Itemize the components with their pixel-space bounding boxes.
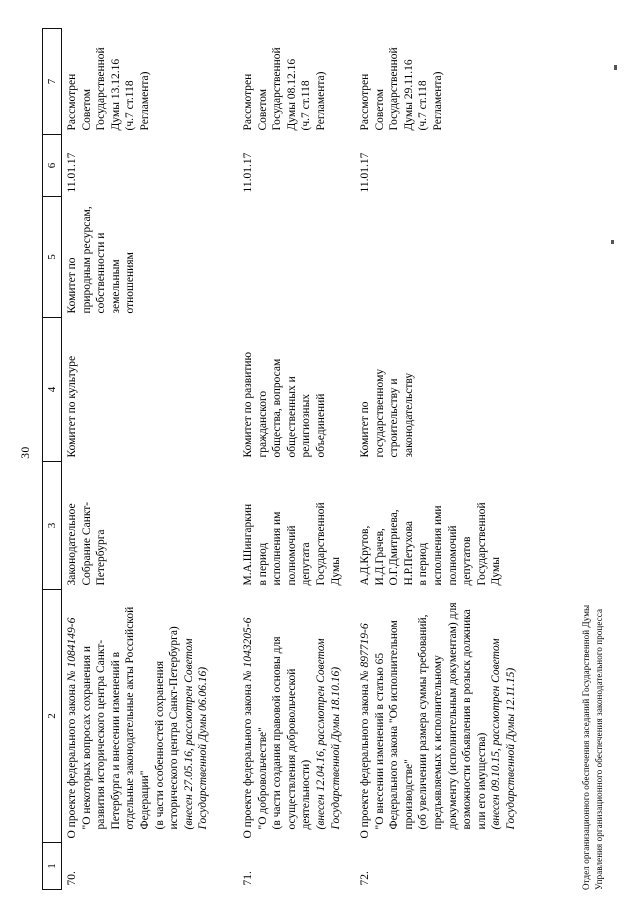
bill-first-line (65, 592, 80, 839)
row-number: 71. (242, 871, 254, 886)
bill-number: № 897719-6 (359, 623, 371, 682)
header-cell-4: 4 (43, 318, 62, 462)
row-number-cell (355, 843, 519, 890)
date: 11.01.17 (242, 152, 254, 193)
bill-lines: "О внесении изменений в статью 65 Федерального закона "Об исполнительном производстве" (об увеличении размера суммы требований, предъявляемых к исполнительному документу (исполнительным документам) для возможности объявления в розыск должника или его имущества) (373, 602, 488, 830)
bill-note-lines: (внесен 09.10.15, рассмотрен Советом Государственной Думы 12.11.15) (490, 638, 517, 830)
date: 11.01.17 (359, 152, 371, 193)
header-row (43, 29, 62, 890)
responsible-committee-cell: Комитет по развитию гражданского общества, вопросам общественных и религиозных объединений (242, 351, 327, 458)
header-cell-2: 2 (43, 590, 62, 843)
row-number-cell (62, 843, 239, 890)
header-cell-5: 5 (43, 197, 62, 318)
bill-description-cell (355, 590, 519, 843)
bill-intro: О проекте федерального закона (242, 681, 254, 839)
co-executor-committee-cell (238, 197, 355, 318)
header-cell-3: 3 (43, 462, 62, 590)
row-number: 70. (66, 871, 78, 886)
date: 11.01.17 (66, 152, 78, 193)
responsible-committee-cell: Комитет по культуре (66, 355, 78, 458)
bill-intro: О проекте федерального закона (359, 681, 371, 839)
bill-lines: "О добровольчестве" (в части создания правовой основы для осуществления добровольческой деятельности) (256, 636, 313, 830)
bill-lines: "О некоторых вопросах сохранения и развития исторического центра Санкт- Петербурга и внесении изменений в отдельные законодательные акты Российской Федерации" (в части особенностей сохранения исторического центра Санкт-Петербурга) (80, 606, 181, 830)
co-executor-committee-cell (355, 197, 519, 318)
council-review-cell: Рассмотрен Советом Государственной Думы 29.11.16 (ч.7 ст.118 Регламента) (359, 47, 444, 131)
table-row (355, 29, 519, 890)
responsible-committee-cell: Комитет по государственному строительству и законодательству (359, 368, 415, 458)
council-review-cell: Рассмотрен Советом Государственной Думы 13.12.16 (ч.7 ст.118 Регламента) (66, 47, 151, 131)
row-number: 72. (359, 871, 371, 886)
co-executor-committee-cell: Комитет по природным ресурсам, собственности и земельным отношениям (66, 206, 137, 314)
header-cell-1: 1 (43, 843, 62, 890)
bill-description-cell (238, 590, 355, 843)
council-review-cell: Рассмотрен Советом Государственной Думы 08.12.16 (ч.7 ст.118 Регламента) (242, 47, 327, 131)
scan-speck (611, 240, 614, 244)
table-row (238, 29, 355, 890)
header-cell-7: 7 (43, 29, 62, 135)
bill-first-line (358, 592, 373, 839)
footer-line-1: Отдел организационного обеспечения заседаний Государственной Думы (581, 604, 591, 890)
bill-description-cell (62, 590, 239, 843)
initiator-cell: Законодательное Собрание Санкт- Петербурга (66, 501, 108, 586)
bill-number: № 1084149-6 (66, 617, 78, 682)
row-number-cell (238, 843, 355, 890)
bill-number: № 1043205-6 (242, 617, 254, 682)
header-cell-6: 6 (43, 135, 62, 197)
table-row (62, 29, 239, 890)
scan-speck (614, 65, 617, 70)
bill-first-line (241, 592, 256, 839)
bills-schedule-table (42, 28, 519, 890)
date-cell (238, 135, 355, 197)
bill-intro: О проекте федерального закона (66, 681, 78, 839)
bill-note-lines: (внесен 12.04.16, рассмотрен Советом Государственной Думы 18.10.16) (314, 638, 342, 830)
department-footer (580, 605, 606, 890)
date-cell (355, 135, 519, 197)
date-cell (62, 135, 239, 197)
initiator-cell: А.Д.Крутов, И.Д.Грачев, О.Г.Дмитриева, Н.Р.Петухова в период исполнения ими полномочий депутатов Государственной Думы (359, 502, 503, 586)
footer-line-2: Управления организационного обеспечения законодательного процесса (594, 608, 604, 890)
page-number: 30 (20, 446, 32, 459)
bill-note-lines: (внесен 27.05.16, рассмотрен Советом Государственной Думы 06.06.16) (182, 638, 210, 830)
initiator-cell: М.А.Шингаркин в период исполнения им полномочий депутата Государственной Думы (242, 502, 342, 586)
